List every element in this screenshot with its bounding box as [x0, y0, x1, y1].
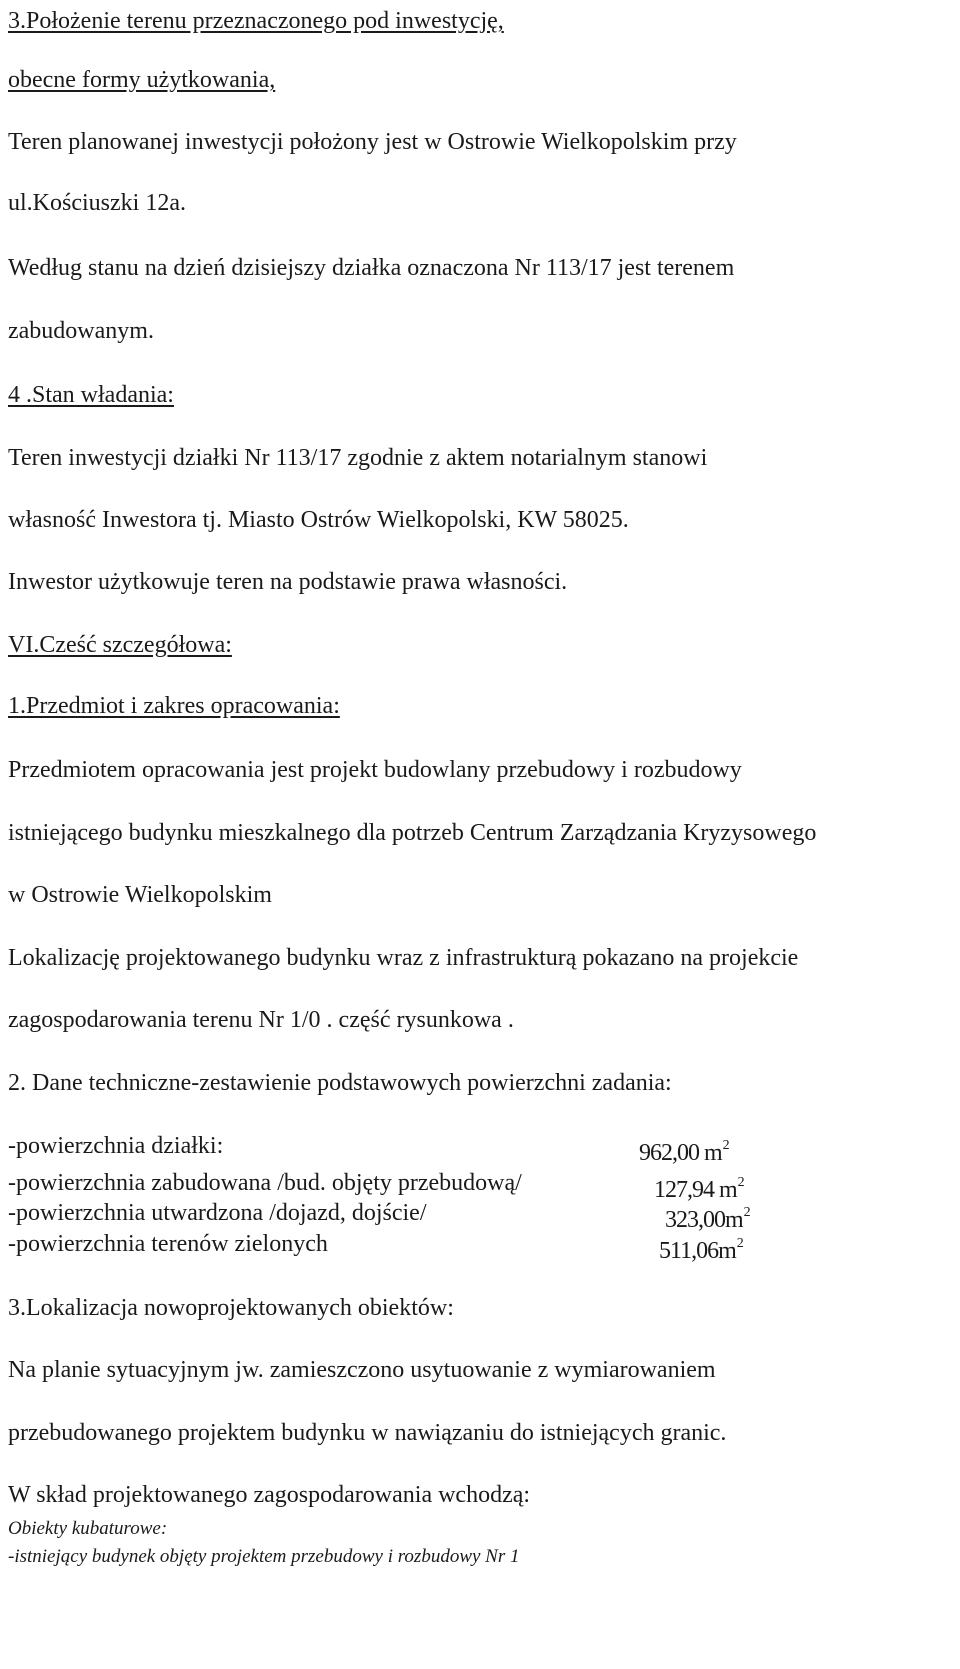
area-label: -powierzchnia utwardzona /dojazd, dojście/: [8, 1200, 427, 1226]
area-label: -powierzchnia terenów zielonych: [8, 1231, 328, 1257]
paragraph-location-line-1: Teren planowanej inwestycji położony jest w Ostrowie Wielkopolskim przy: [8, 129, 737, 155]
paragraph-site-plan-line-2: przebudowanego projektem budynku w nawiązaniu do istniejących granic.: [8, 1420, 727, 1446]
paragraph-site-plan-line-3: W skład projektowanego zagospodarowania wchodzą:: [8, 1482, 531, 1508]
paragraph-subject-line-3: w Ostrowie Wielkopolskim: [8, 882, 272, 908]
paragraph-site-plan-line-1: Na planie sytuacyjnym jw. zamieszczono usytuowanie z wymiarowaniem: [8, 1357, 716, 1383]
area-value: $323,00m^2$: [665, 1205, 751, 1233]
section-3-heading-line-1: 3.Położenie terenu przeznaczonego pod inwestycję,: [8, 8, 504, 34]
section-4-heading: 4 .Stan władania:: [8, 382, 174, 408]
area-label: -powierzchnia działki:: [8, 1133, 224, 1159]
paragraph-ownership-line-1: Teren inwestycji działki Nr 113/17 zgodnie z aktem notarialnym stanowi: [8, 445, 708, 471]
area-label: -powierzchnia zabudowana /bud. objęty przebudową/: [8, 1170, 522, 1196]
paragraph-subject-line-5: zagospodarowania terenu Nr 1/0 . część rysunkowa .: [8, 1007, 514, 1033]
part-vi-heading: VI.Cześć szczegółowa:: [8, 632, 232, 658]
paragraph-location-line-2: ul.Kościuszki 12a.: [8, 190, 186, 216]
section-3-heading-line-2: obecne formy użytkowania,: [8, 67, 276, 93]
paragraph-ownership-line-2: własność Inwestora tj. Miasto Ostrów Wielkopolski, KW 58025.: [8, 507, 629, 533]
subsection-1-heading: 1.Przedmiot i zakres opracowania:: [8, 693, 340, 719]
paragraph-subject-line-1: Przedmiotem opracowania jest projekt budowlany przebudowy i rozbudowy: [8, 757, 742, 783]
subsection-3-heading: 3.Lokalizacja nowoprojektowanych obiektów:: [8, 1295, 454, 1321]
area-value: 127,94 $m^2$: [654, 1175, 745, 1203]
objects-heading: Obiekty kubaturowe:: [8, 1518, 168, 1539]
paragraph-usage: Inwestor użytkowuje teren na podstawie prawa własności.: [8, 569, 568, 595]
area-value: $511,06m^2$: [659, 1236, 744, 1264]
subsection-2-heading: 2. Dane techniczne-zestawienie podstawowych powierzchni zadania:: [8, 1070, 672, 1096]
paragraph-state-line-2: zabudowanym.: [8, 318, 154, 344]
area-value: 962,00 $m^2$: [639, 1138, 730, 1166]
paragraph-subject-line-4: Lokalizację projektowanego budynku wraz z infrastrukturą pokazano na projekcie: [8, 945, 799, 971]
paragraph-state-line-1: Według stanu na dzień dzisiejszy działka oznaczona Nr 113/17 jest terenem: [8, 255, 735, 281]
objects-list-item: -istniejący budynek objęty projektem przebudowy i rozbudowy Nr 1: [8, 1546, 520, 1567]
paragraph-subject-line-2: istniejącego budynku mieszkalnego dla potrzeb Centrum Zarządzania Kryzysowego: [8, 820, 817, 846]
